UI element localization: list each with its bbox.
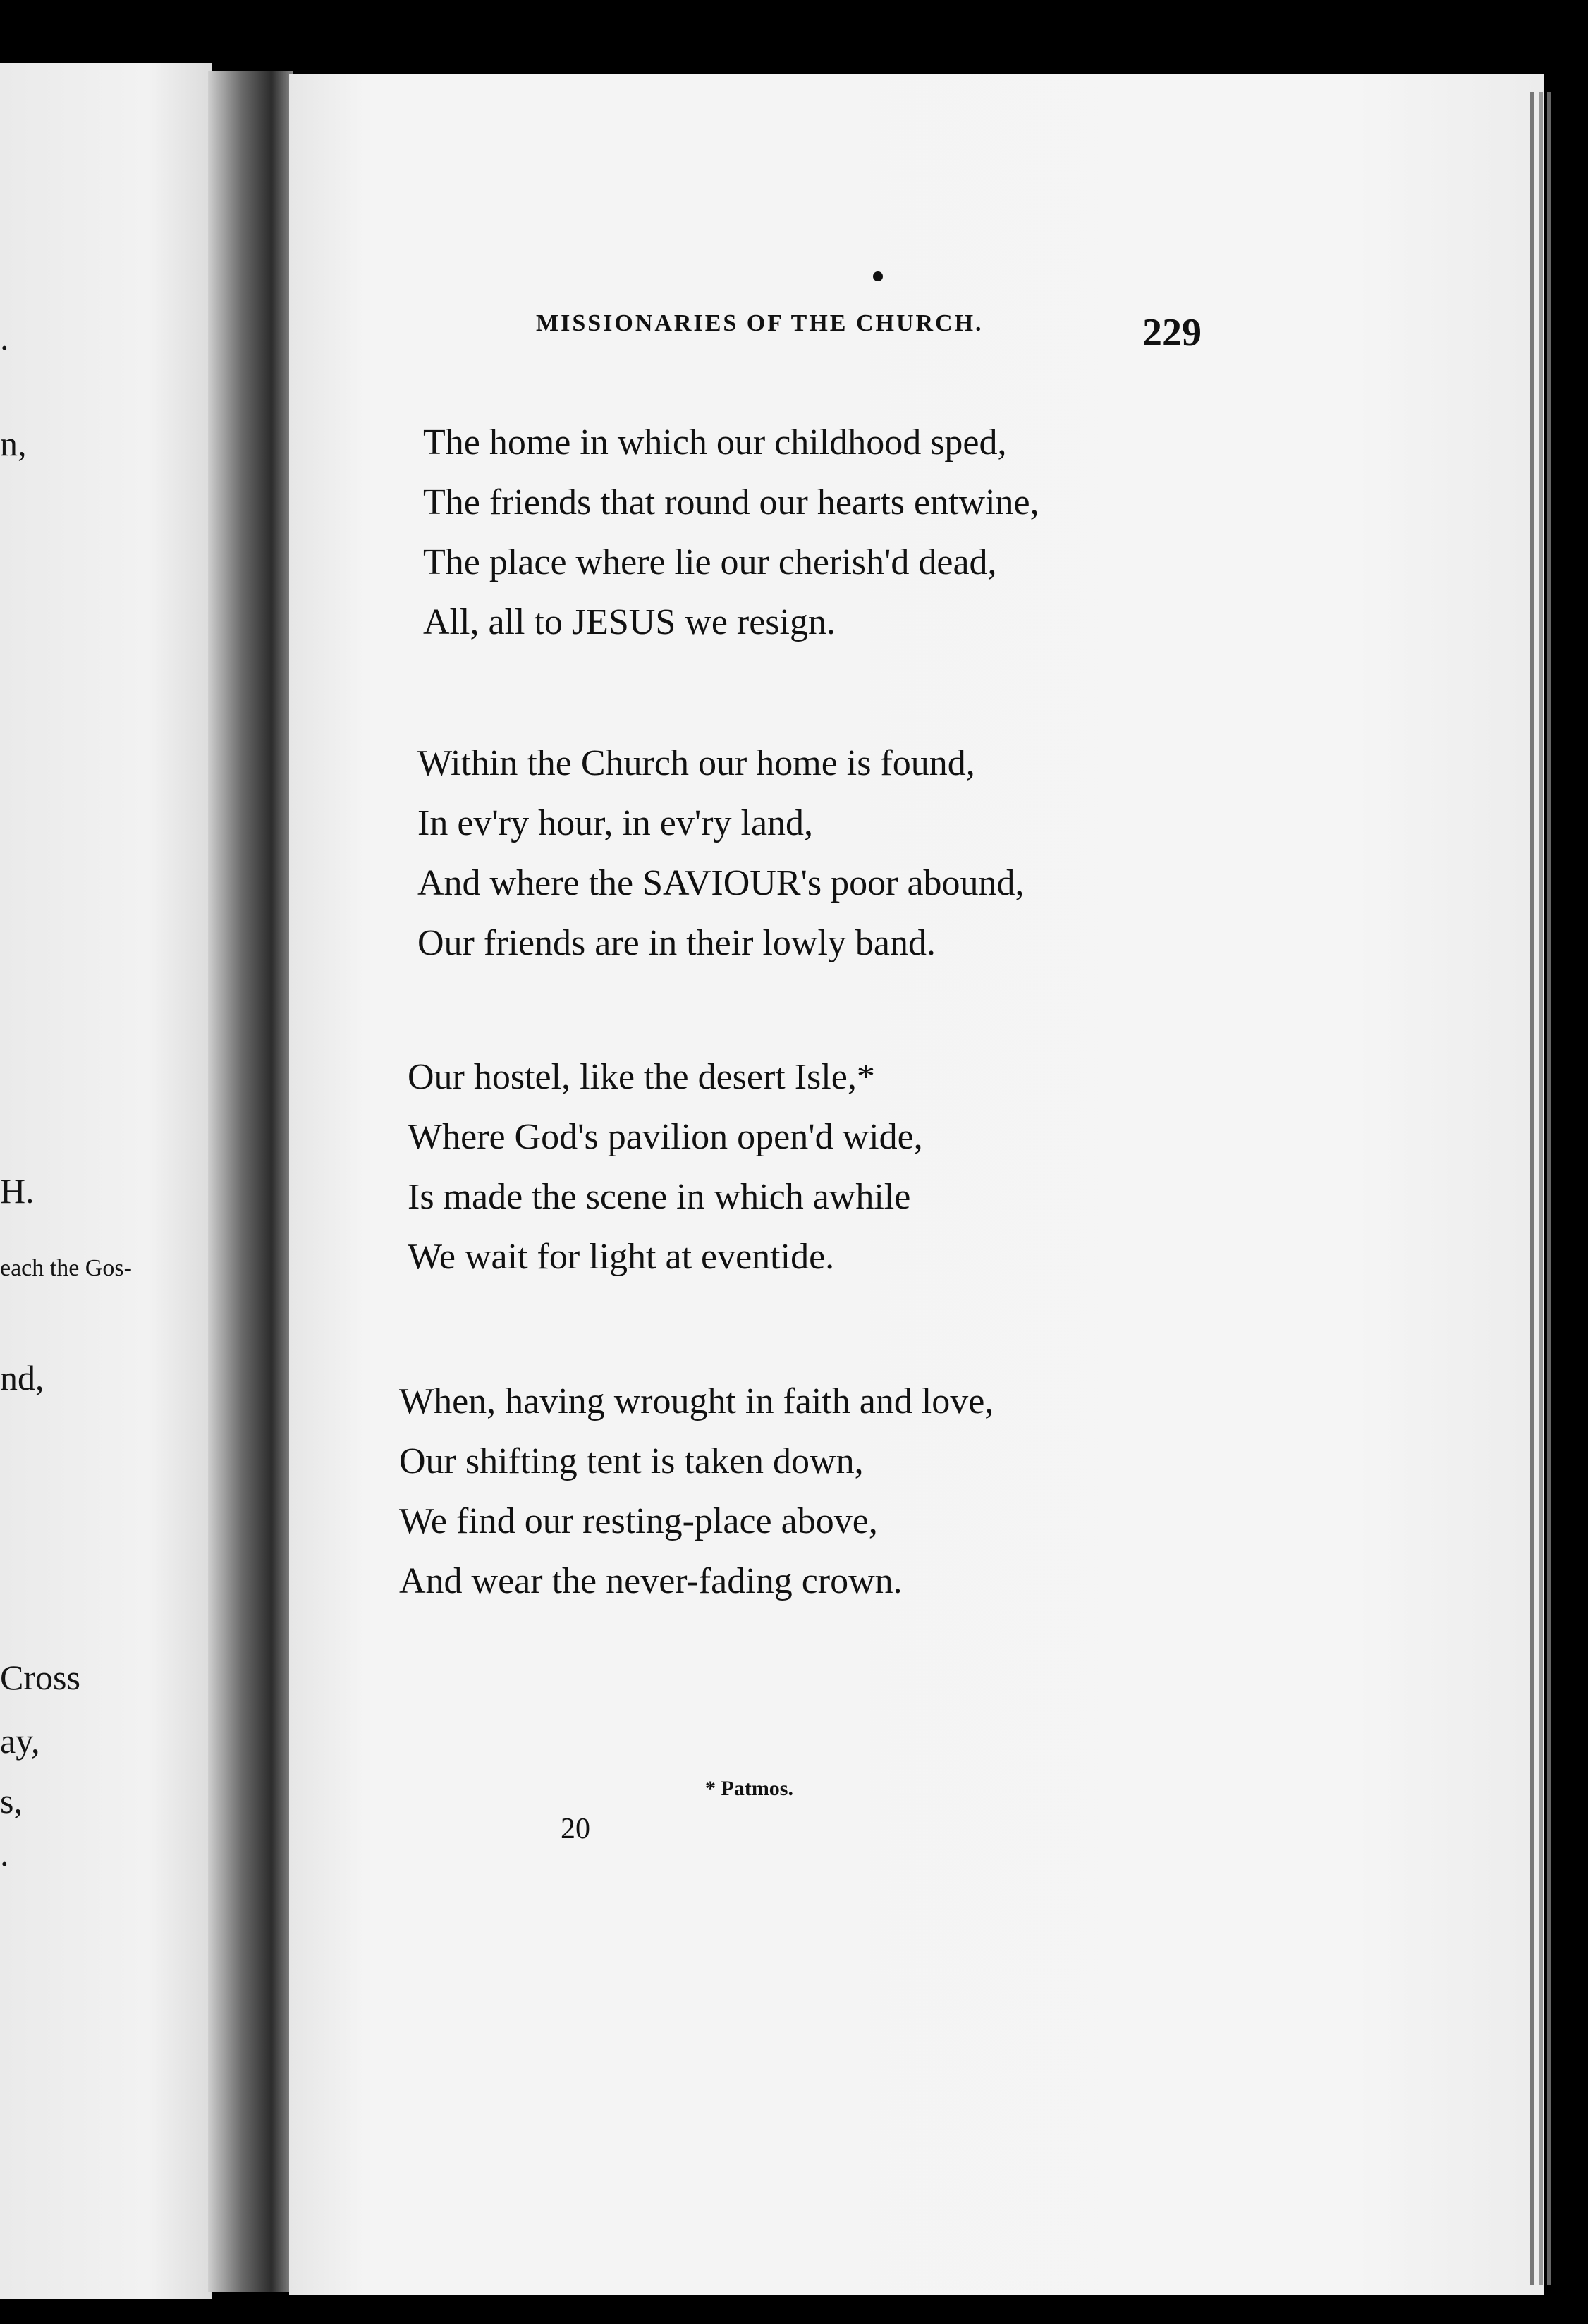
verse-line: And wear the never-fading crown. (399, 1561, 903, 1601)
verse-line: In ev'ry hour, in ev'ry land, (417, 803, 814, 843)
running-title: MISSIONARIES OF THE CHURCH. (536, 310, 984, 336)
verse-line: Is made the scene in which awhile (408, 1177, 911, 1217)
left-page-fragment: . (0, 1834, 9, 1873)
verse-line: The place where lie our cherish'd dead, (423, 542, 997, 582)
ink-dot (873, 271, 883, 281)
left-page-fragment: Cross (0, 1658, 80, 1697)
verse-line: The friends that round our hearts entwine, (423, 482, 1039, 522)
page-edge (1547, 92, 1551, 2285)
stanza-2 (417, 733, 1025, 973)
footnote: * Patmos. (705, 1777, 793, 1800)
left-page-fragment: . (0, 318, 9, 357)
left-page-fragment: s, (0, 1781, 23, 1821)
verse-line: The home in which our childhood sped, (423, 422, 1007, 463)
page-edge (1539, 92, 1543, 2285)
verse-line: Our hostel, like the desert Isle,* (408, 1057, 875, 1097)
left-page-fragment: n, (0, 424, 27, 463)
page-edge (1530, 92, 1534, 2285)
verse-line: When, having wrought in faith and love, (399, 1381, 994, 1421)
verse-line: Our shifting tent is taken down, (399, 1441, 864, 1481)
stanza-1 (423, 412, 1039, 652)
signature-mark: 20 (561, 1813, 590, 1845)
left-page-fragment: ay, (0, 1721, 40, 1761)
left-page-fragment: H. (0, 1171, 35, 1211)
book-gutter (208, 71, 293, 2292)
left-page-fragment: each the Gos- (0, 1255, 132, 1281)
left-page-fragment: nd, (0, 1358, 44, 1398)
verse-line: All, all to JESUS we resign. (423, 602, 836, 642)
verse-line: We wait for light at eventide. (408, 1237, 835, 1277)
verse-line: And where the SAVIOUR's poor abound, (417, 863, 1025, 903)
verse-line: Where God's pavilion open'd wide, (408, 1117, 923, 1157)
stanza-3 (408, 1047, 923, 1287)
page-number: 229 (1142, 311, 1202, 355)
verse-line: Our friends are in their lowly band. (417, 923, 936, 963)
verse-line: We find our resting-place above, (399, 1501, 878, 1541)
verse-line: Within the Church our home is found, (417, 743, 975, 783)
stanza-4 (399, 1371, 994, 1611)
